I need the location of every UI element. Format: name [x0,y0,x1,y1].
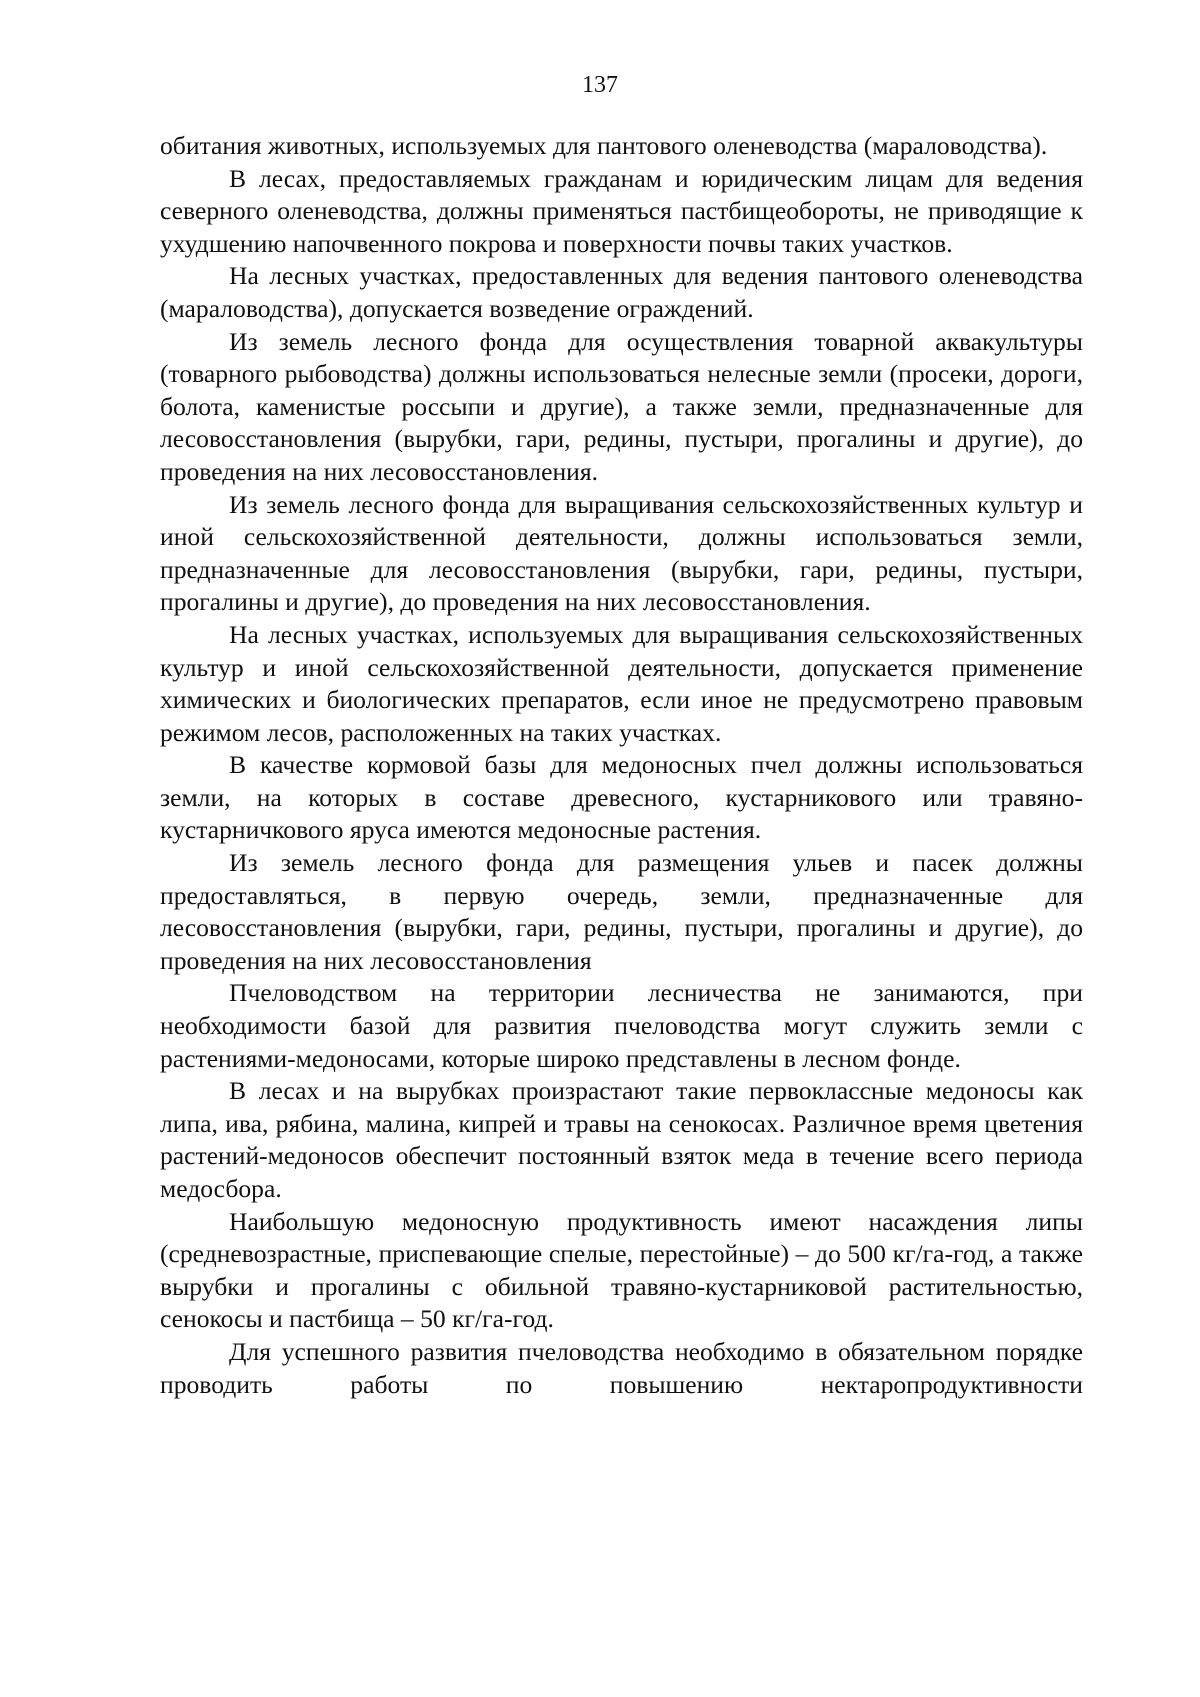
paragraph: Из земель лесного фонда для размещения ульев и пасек должны предоставляться, в первую очередь, земли, предназначенные для лесовосстановления (вырубки, гари, редины, пустыри, прогалины и другие), до проведения на них лесовосстановления [160,848,1083,975]
paragraph-continuation: обитания животных, используемых для пантового оленеводства (мараловодства). [160,131,1048,160]
paragraph-truncated: Для успешного развития пчеловодства необходимо в обязательном порядке проводить работы по повышению нектаропродуктивности [160,1336,1083,1399]
paragraph: В лесах, предоставляемых гражданам и юридическим лицам для ведения северного оленеводства, должны применяться пастбищеобороты, не приводящие к ухудшению напочвенного покрова и поверхности почвы таких участков. [160,163,1083,258]
paragraph: В лесах и на вырубках произрастают такие первоклассные медоносы как липа, ива, рябина, малина, кипрей и травы на сенокосах. Различное время цветения растений-медоносов обеспечит постоянный взяток меда в течение всего периода медосбора. [160,1076,1083,1203]
page-number: 137 [582,72,618,98]
paragraph: Из земель лесного фонда для выращивания сельскохозяйственных культур и иной сельскохозяйственной деятельности, должны использоваться земли, предназначенные для лесовосстановления (вырубки, гари, редины, пустыри, прогалины и другие), до проведения на них лесовосстановления. [160,489,1083,617]
paragraph: Пчеловодством на территории лесничества не занимаются, при необходимости базой для развития пчеловодства могут служить земли с растениями-медоносами, которые широко представлены в лесном фонде. [160,978,1083,1073]
paragraph: На лесных участках, используемых для выращивания сельскохозяйственных культур и иной сельскохозяйственной деятельности, допускается применение химических и биологических препаратов, если иное не предусмотрено правовым режимом лесов, расположенных на таких участках. [160,619,1083,747]
paragraph: В качестве кормовой базы для медоносных пчел должны использоваться земли, на которых в составе древесного, кустарникового или травяно-кустарничкового яруса имеются медоносные растения. [160,750,1083,845]
document-body [160,130,1083,1401]
paragraph: Наибольшую медоносную продуктивность имеют насаждения липы (средневозрастные, приспевающие спелые, перестойные) – до 500 кг/га-год, а также вырубки и прогалины с обильной травяно-кустарниковой растительностью, сенокосы и пастбища – 50 кг/га-год. [160,1206,1083,1334]
paragraph: На лесных участках, предоставленных для ведения пантового оленеводства (мараловодства), допускается возведение ограждений. [160,261,1083,323]
paragraph: Из земель лесного фонда для осуществления товарной аквакультуры (товарного рыбоводства) должны использоваться нелесные земли (просеки, дороги, болота, каменистые россыпи и другие), а также земли, предназначенные для лесовосстановления (вырубки, гари, редины, пустыри, прогалины и другие), до проведения на них лесовосстановления. [160,326,1083,486]
